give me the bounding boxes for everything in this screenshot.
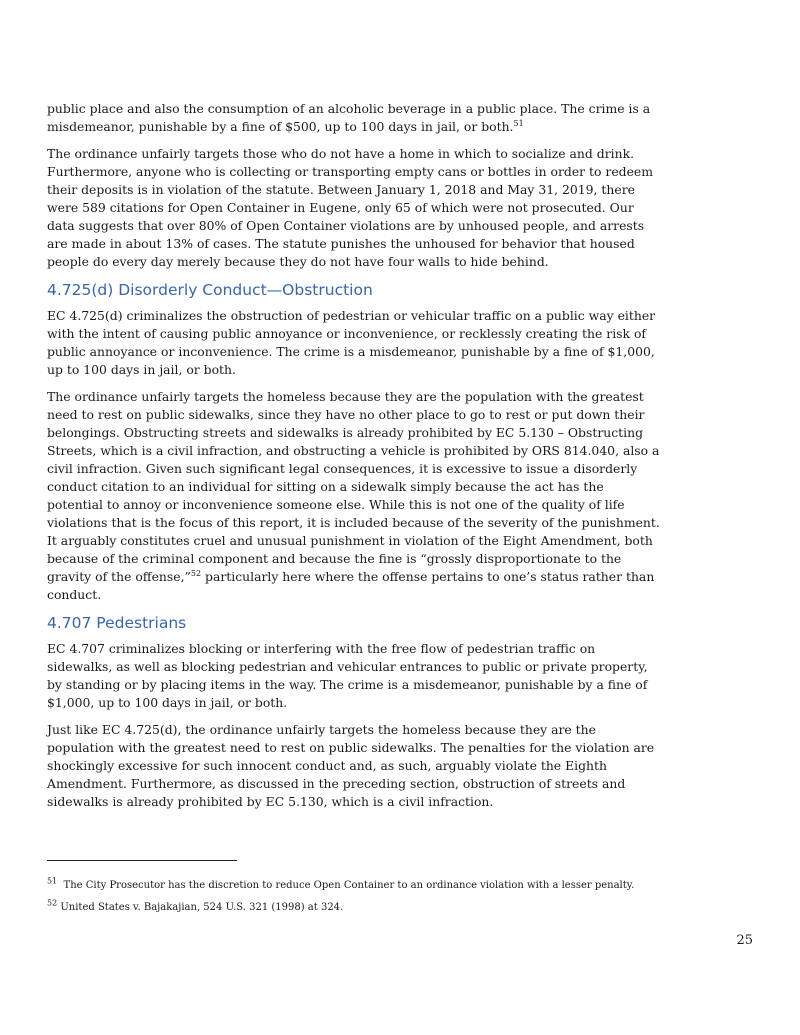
body-text xyxy=(47,100,661,820)
page-number: 25 xyxy=(736,933,753,948)
paragraph-open-container-penalty: public place and also the consumption of an alcoholic beverage in a public place. The crime is a misdemeanor, punishable by a fine of $500, up to 100 days in jail, or both.$^{51}$ xyxy=(47,101,651,134)
footnote-51 xyxy=(47,876,697,893)
section-heading-disorderly-conduct: 4.725(d) Disorderly Conduct—Obstruction xyxy=(47,281,373,299)
footnote-number: 52 xyxy=(47,898,58,908)
footnote-ref-52[interactable]: 52 xyxy=(190,568,202,578)
paragraph-pedestrians-analysis: Just like EC 4.725(d), the ordinance unfairly targets the homeless because they are the population with the greatest need to rest on public sidewalks. The penalties for the violation are shockingly excessive for such innocent conduct and, as such, arguably violate the Eighth Amendment. Furthermore, as discussed in the preceding section, obstruction of streets and sidewalks is already prohibited by EC 5.130, which is a civil infraction. xyxy=(47,722,655,809)
footnote-ref-51[interactable]: 51 xyxy=(513,118,524,128)
footnote-separator xyxy=(47,860,237,861)
paragraph-open-container-analysis: The ordinance unfairly targets those who do not have a home in which to socialize and drink. Furthermore, anyone who is collecting or transporting empty cans or bottles in order to redeem their deposits is in violation of the statute. Between January 1, 2018 and May 31, 2019, there were 589 citations for Open Container in Eugene, only 65 of which were not prosecuted. Our data suggests that over 80% of Open Container violations are by unhoused people, and arrests are made in about 13% of cases. The statute punishes the unhoused for behavior that housed people do every day merely because they do not have four walls to hide behind. xyxy=(47,146,653,269)
footnotes xyxy=(47,876,697,923)
footnote-text: The City Prosecutor has the discretion to reduce Open Container to an ordinance violation with a lesser penalty. xyxy=(57,880,635,891)
paragraph-disorderly-conduct-definition: EC 4.725(d) criminalizes the obstruction of pedestrian or vehicular traffic on a public way either with the intent of causing public annoyance or inconvenience, or recklessly creating the risk of public annoyance or inconvenience. The crime is a misdemeanor, punishable by a fine of $1,000, up to 100 days in jail, or both. xyxy=(47,308,656,377)
section-heading-pedestrians: 4.707 Pedestrians xyxy=(47,614,187,632)
footnote-52 xyxy=(47,898,697,915)
paragraph-disorderly-conduct-analysis: The ordinance unfairly targets the homeless because they are the population with the greatest need to rest on public sidewalks, since they have no other place to go to rest or put down their belongings. Obstructing streets and sidewalks is already prohibited by EC 5.130 – Obstructing Streets, which is a civil infraction, and obstructing a vehicle is prohibited by ORS 814.040, also a civil infraction. Given such significant legal consequences, it is excessive to issue a disorderly conduct citation to an individual for sitting on a sidewalk simply because the act has the potential to annoy or inconvenience someone else. While this is not one of the quality of life violations that is the focus of this report, it is included because of the severity of the punishment. It arguably constitutes cruel and unusual punishment in violation of the Eight Amendment, both because of the criminal component and because the fine is “grossly disproportionate to the gravity of the offense,”$^{52}$ particularly here where the offense pertains to one’s status rather than conduct. xyxy=(47,389,660,602)
paragraph-pedestrians-definition: EC 4.707 criminalizes blocking or interfering with the free flow of pedestrian traffic on sidewalks, as well as blocking pedestrian and vehicular entrances to public or private property, by standing or by placing items in the way. The crime is a misdemeanor, punishable by a fine of $1,000, up to 100 days in jail, or both. xyxy=(47,641,648,710)
footnote-text: United States v. Bajakajian, 524 U.S. 321 (1998) at 324. xyxy=(57,902,344,913)
footnote-number: 51 xyxy=(47,876,58,886)
